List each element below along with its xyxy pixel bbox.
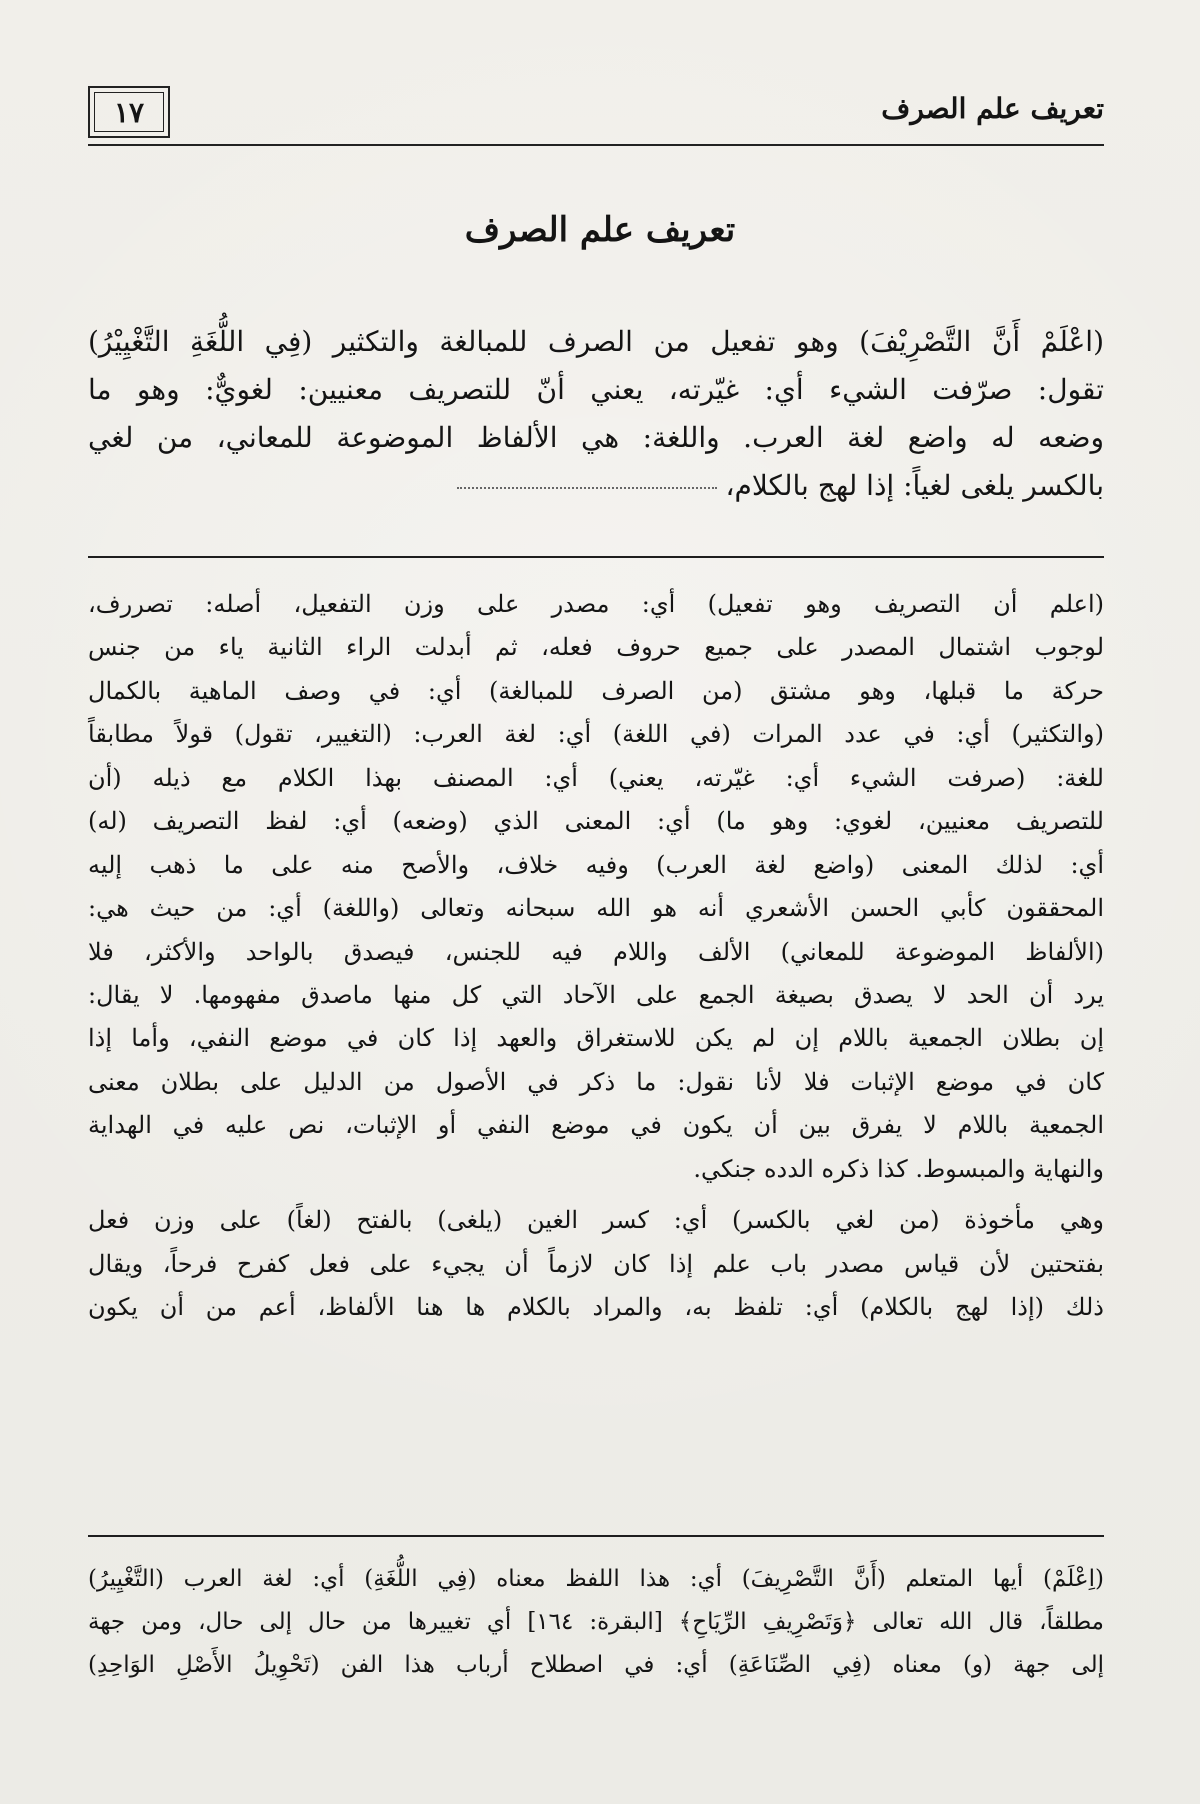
footnote-line-1: (اِعْلَمْ) أيها المتعلم (أَنَّ التَّصْرِيفَ) أي: هذا اللفظ معناه (فِي اللُّغَةِ) أي: لغة العرب (التَّغْيِيرُ) [88,1566,1104,1592]
section-divider-bottom [88,1535,1104,1537]
footnote-line-2: مطلقاً، قال الله تعالى ﴿وَتَصْرِيفِ الرِّيَاحِ﴾ [البقرة: ١٦٤] أي تغييرها من حال إلى حال، ومن جهة [88,1609,1104,1636]
matn-line-3: وضعه له واضع لغة العرب. واللغة: هي الألفاظ الموضوعة للمعاني، من لغي [88,421,1104,455]
commentary-line-16: بفتحتين لأن قياس مصدر باب علم إذا كان لازماً أن يجيء على فعل كفرح فرحاً، ويقال [88,1249,1104,1278]
section-heading: تعريف علم الصرف [464,210,736,250]
matn-text [88,318,1104,511]
commentary-line-9: (الألفاظ الموضوعة للمعاني) الألف واللام فيه للجنس، فيصدق بالواحد والأكثر، فلا [88,937,1104,966]
commentary-line-14: والنهاية والمبسوط. كذا ذكره الدده جنكي. [693,1154,1104,1183]
footnote-line-3: إلى جهة (و) معناه (فِي الصِّنَاعَةِ) أي: في اصطلاح أرباب هذا الفن (تَحْوِيلُ الأَصْلِ الوَاحِدِ) [88,1652,1104,1679]
commentary-line-13: الجمعية باللام لا يفرق بين أن يكون في موضع النفي أو الإثبات، نص عليه في الهداية [88,1111,1104,1140]
dotted-continuation [457,487,717,489]
commentary-line-6: للتصريف معنيين، لغوي: وهو ما) أي: المعنى الذي (وضعه) أي: لفظ التصريف (له) [88,807,1104,836]
running-title: تعريف علم الصرف [881,92,1104,125]
commentary-text [88,583,1104,1329]
matn-line-2: تقول: صرّفت الشيء أي: غيّرته، يعني أنّ للتصريف معنيين: لغويٌّ: وهو ما [88,373,1104,407]
commentary-line-17: ذلك (إذا لهج بالكلام) أي: تلفظ به، والمراد بالكلام ها هنا الألفاظ، أعم من أن يكون [88,1293,1104,1321]
commentary-line-3: حركة ما قبلها، وهو مشتق (من الصرف للمبالغة) أي: في وصف الماهية بالكمال [88,676,1104,705]
commentary-line-1: (اعلم أن التصريف وهو تفعيل) أي: مصدر على وزن التفعيل، أصله: تصررف، [88,590,1104,618]
commentary-line-12: كان في موضع الإثبات فلا لأنا نقول: ما ذكر في الأصول من الدليل على بطلان معنى [88,1067,1104,1096]
matn-line-1: (اعْلَمْ أَنَّ التَّصْرِيْفَ) وهو تفعيل من الصرف للمبالغة والتكثير (فِي اللُّغَةِ التَّغْيِيْرُ) [88,325,1104,358]
commentary-line-10: يرد أن الحد لا يصدق بصيغة الجمع على الآحاد التي كل منها ماصدق مفهومها. لا يقال: [88,980,1104,1009]
commentary-line-7: أي: لذلك المعنى (واضع لغة العرب) وفيه خلاف، والأصح منه على ما ذهب إليه [88,850,1104,879]
page-header [88,86,1104,146]
matn-line-4: بالكسر يلغى لغياً: إذا لهج بالكلام، [88,462,1104,510]
commentary-line-4: (والتكثير) أي: في عدد المرات (في اللغة) أي: لغة العرب: (التغيير، تقول) قولاً مطابقاً [88,720,1104,749]
commentary-line-2: لوجوب اشتمال المصدر على جميع حروف فعله، ثم أبدلت الراء الثانية ياء من جنس [88,633,1105,662]
page-number: ١٧ [94,92,164,132]
commentary-line-8: المحققون كأبي الحسن الأشعري أنه هو الله سبحانه وتعالى (واللغة) أي: من حيث هي: [88,894,1104,923]
footnote-text [88,1558,1104,1688]
commentary-line-15: وهي مأخوذة (من لغي بالكسر) أي: كسر الغين (يلغى) بالفتح (لغاً) على وزن فعل [88,1206,1104,1235]
page-number-frame [88,86,170,138]
commentary-line-11: إن بطلان الجمعية باللام إن لم يكن للاستغراق والعهد إذا كان في موضع النفي، وأما إذا [88,1024,1104,1053]
section-divider-top [88,556,1104,558]
commentary-line-5: للغة: (صرفت الشيء أي: غيّرته، يعني) أي: المصنف بهذا الكلام مع ذيله (أن [88,763,1104,792]
